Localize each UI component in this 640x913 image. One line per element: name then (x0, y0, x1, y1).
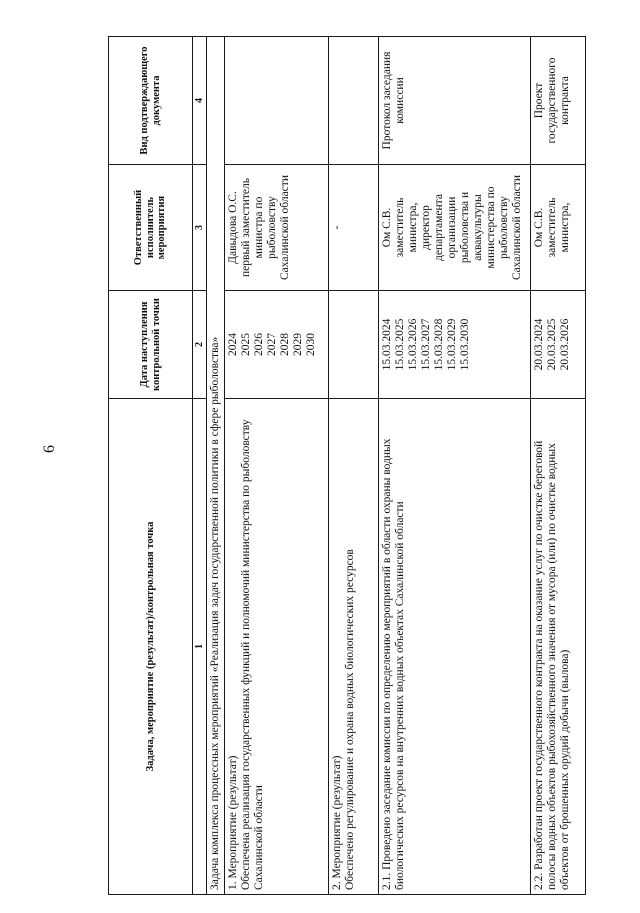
task-title: Задача комплекса процессных мероприятий «Реализация задач государственной политики в сфере рыболовства» (207, 37, 225, 895)
table-row (531, 37, 586, 895)
responsible-line: Ом С.В. (381, 207, 393, 248)
header-col-date: Дата наступления контрольной точки (109, 291, 193, 399)
responsible-line: рыболовству (498, 196, 510, 259)
page-number: 6 (41, 445, 58, 453)
item-cell (329, 399, 379, 895)
responsible-line: департамента (433, 194, 445, 261)
item-line: 2.2. Разработан проект государственного контракта на оказание услуг по очистке береговой полосы водных объектов рыбохозяйственного значения от мусора (или) по очистке водных объектов от брошенных орудий добычи (вылова) (533, 440, 571, 890)
responsible-line: аквакультуры (472, 194, 484, 261)
column-number: 2 (193, 291, 207, 399)
date-value: 2024 (227, 333, 239, 356)
date-value: 15.03.2030 (459, 318, 471, 371)
date-value: 20.03.2025 (546, 318, 558, 371)
responsible-line: министерства по (485, 186, 497, 269)
item-line: 2. Мероприятие (результат) (331, 755, 343, 890)
responsible-cell (225, 165, 329, 291)
date-value: 15.03.2025 (394, 318, 406, 371)
item-line: 1. Мероприятие (результат) (227, 755, 239, 890)
dates-cell (225, 291, 329, 399)
document-cell: Протокол заседания комиссии (379, 37, 531, 165)
header-col-document: Вид подтверждающего документа (109, 37, 193, 165)
responsible-line: заместитель (546, 197, 558, 258)
item-cell (379, 399, 531, 895)
item-line: Обеспечено регулирование и охрана водных биологических ресурсов (344, 549, 356, 890)
column-number-row (193, 37, 207, 895)
item-cell (531, 399, 586, 895)
responsible-line: Сахалинской области (511, 175, 523, 280)
date-value: 15.03.2026 (407, 318, 419, 371)
column-number: 3 (193, 165, 207, 291)
date-value: 2028 (279, 333, 291, 356)
header-col-task: Задача, мероприятие (результат)/контрольная точка (109, 399, 193, 895)
responsible-cell (531, 165, 586, 291)
dates-cell (531, 291, 586, 399)
document-cell: Проект государственного контракта (531, 37, 586, 165)
date-value: 20.03.2026 (559, 318, 571, 371)
dates-cell (329, 291, 379, 399)
column-number: 1 (193, 399, 207, 895)
date-value: 15.03.2028 (433, 318, 445, 371)
responsible-line: министра по (253, 196, 265, 259)
header-col-responsible: Ответственный исполнитель мероприятия (109, 165, 193, 291)
date-value: 2029 (292, 333, 304, 356)
responsible-line: Сахалинской области (279, 175, 291, 280)
dates-cell (379, 291, 531, 399)
header-row (109, 37, 193, 895)
date-value: 2026 (253, 333, 265, 356)
date-value: 15.03.2029 (446, 318, 458, 371)
document-cell (225, 37, 329, 165)
responsible-line: Ом С.В. (533, 207, 545, 248)
table-row (329, 37, 379, 895)
column-number: 4 (193, 37, 207, 165)
control-points-table (108, 36, 586, 895)
responsible-line: Давыдова О.С. (227, 191, 239, 264)
responsible-line: - (331, 225, 343, 230)
responsible-line: директор (420, 205, 432, 250)
responsible-line: первый заместитель (240, 178, 252, 277)
responsible-line: организации (446, 196, 458, 259)
table-row (225, 37, 329, 895)
responsible-cell (329, 165, 379, 291)
responsible-line: министра, (407, 202, 419, 253)
date-value: 2025 (240, 333, 252, 356)
date-value: 2030 (305, 333, 317, 356)
task-row (207, 37, 225, 895)
document-cell (329, 37, 379, 165)
date-value: 15.03.2027 (420, 318, 432, 371)
date-value: 20.03.2024 (533, 318, 545, 371)
responsible-line: заместитель (394, 197, 406, 258)
responsible-line: министра, (559, 202, 571, 253)
responsible-line: рыболовству (266, 196, 278, 259)
table-row (379, 37, 531, 895)
responsible-line: рыболовства и (459, 191, 471, 264)
date-value: 2027 (266, 333, 278, 356)
item-cell (225, 399, 329, 895)
item-line: 2.1. Проведено заседание комиссии по определению мероприятий в области охраны водных биологических ресурсов на внутренних водных объектах Сахалинской области (381, 438, 406, 890)
date-value: 15.03.2024 (381, 318, 393, 371)
item-line: Обеспечена реализация государственных функций и полномочий министерства по рыболовству Сахалинской области (240, 419, 265, 890)
responsible-cell (379, 165, 531, 291)
document-table-sheet (108, 37, 586, 895)
